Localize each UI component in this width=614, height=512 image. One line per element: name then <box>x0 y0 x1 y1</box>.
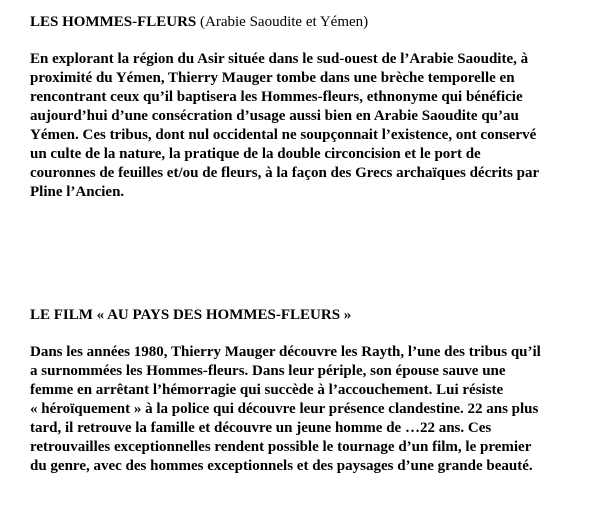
heading-subtitle: (Arabie Saoudite et Yémen) <box>200 14 369 30</box>
paragraph-line: aujourd’hui d’une consécration d’usage aussi bien en Arabie Saoudite qu’au <box>30 108 519 124</box>
section-paragraph-film <box>30 343 605 476</box>
paragraph-line: tard, il retrouve la famille et découvre un jeune homme de …22 ans. Ces <box>30 420 492 436</box>
paragraph-line: retrouvailles exceptionnelles rendent possible le tournage d’un film, le premier <box>30 439 532 455</box>
paragraph-line: Pline l’Ancien. <box>30 184 125 200</box>
section-paragraph-hommes-fleurs <box>30 50 605 202</box>
paragraph-line: couronnes de feuilles et/ou de fleurs, à la façon des Grecs archaïques décrits par <box>30 165 540 181</box>
section-heading-film <box>30 306 351 324</box>
paragraph-line: Dans les années 1980, Thierry Mauger découvre les Rayth, l’une des tribus qu’il <box>30 344 541 360</box>
paragraph-line: un culte de la nature, la pratique de la double circoncision et le port de <box>30 146 481 162</box>
paragraph-line: femme en arrêtant l’hémorragie qui succède à l’accouchement. Lui résiste <box>30 382 504 398</box>
paragraph-line: En explorant la région du Asir située dans le sud-ouest de l’Arabie Saoudite, à <box>30 51 529 67</box>
section-heading-hommes-fleurs <box>30 13 368 31</box>
paragraph-line: Yémen. Ces tribus, dont nul occidental ne soupçonnait l’existence, ont conservé <box>30 127 537 143</box>
paragraph-line: a surnommées les Hommes-fleurs. Dans leur périple, son épouse sauve une <box>30 363 506 379</box>
heading-title: LES HOMMES-FLEURS <box>30 14 197 30</box>
heading-title: LE FILM « AU PAYS DES HOMMES-FLEURS » <box>30 307 352 323</box>
paragraph-line: proximité du Yémen, Thierry Mauger tombe dans une brèche temporelle en <box>30 70 515 86</box>
paragraph-line: du genre, avec des hommes exceptionnels et des paysages d’une grande beauté. <box>30 458 533 474</box>
paragraph-line: rencontrant ceux qu’il baptisera les Hommes-fleurs, ethnonyme qui bénéficie <box>30 89 523 105</box>
paragraph-line: « héroïquement » à la police qui découvre leur présence clandestine. 22 ans plus <box>30 401 539 417</box>
